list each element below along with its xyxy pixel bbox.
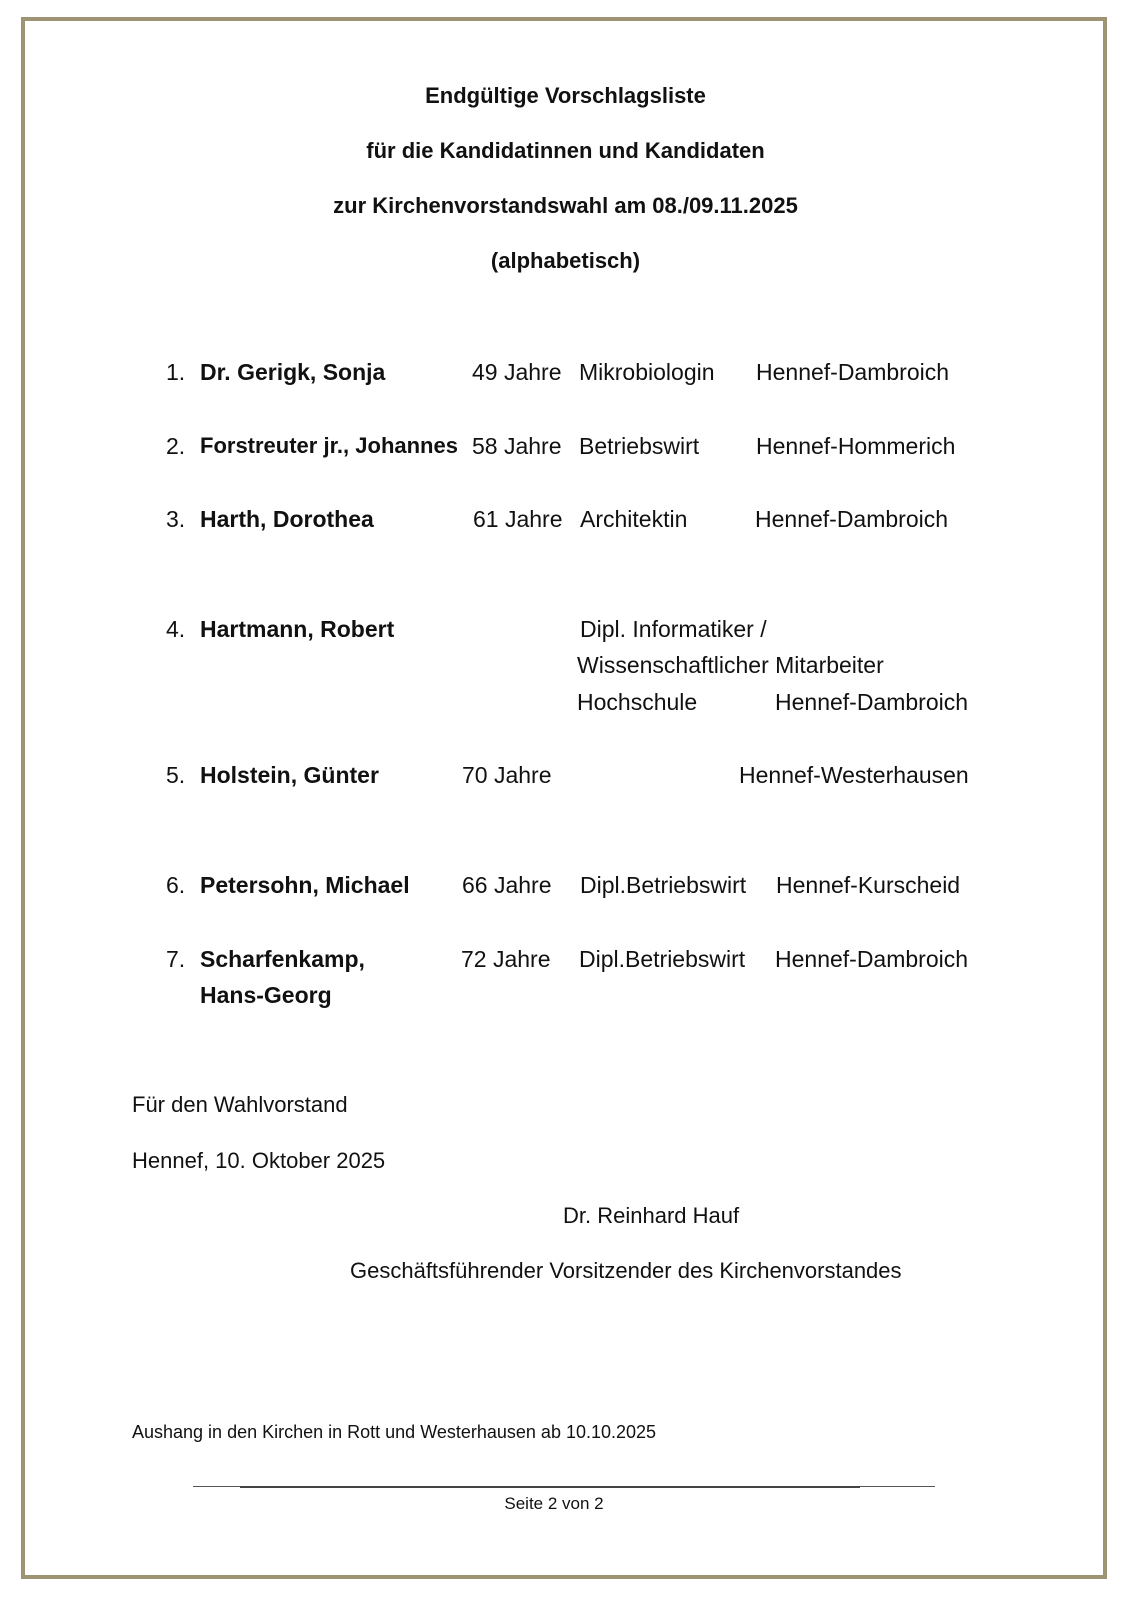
candidate-profession: Dipl.Betriebswirt [579, 946, 746, 972]
candidate-profession: Architektin [580, 506, 688, 532]
candidate-number: 2. [166, 433, 186, 459]
candidate-profession-line-3: Hochschule [577, 689, 698, 715]
candidate-profession: Dipl.Betriebswirt [580, 872, 747, 898]
candidate-location: Hennef-Dambroich [775, 946, 969, 972]
candidate-profession: Betriebswirt [579, 433, 700, 459]
candidate-number: 6. [166, 872, 186, 898]
footer-divider-accent [240, 1486, 860, 1488]
signoff-for: Für den Wahlvorstand [132, 1092, 348, 1117]
candidate-age: 61 Jahre [473, 506, 563, 532]
candidate-name: Harth, Dorothea [200, 506, 374, 532]
title-line-2: für die Kandidatinnen und Kandidaten [366, 138, 765, 163]
candidate-age: 72 Jahre [461, 946, 551, 972]
candidate-location: Hennef-Dambroich [775, 689, 969, 715]
candidate-age: 49 Jahre [472, 359, 562, 385]
signer-name: Dr. Reinhard Hauf [563, 1203, 740, 1228]
page-number: Seite 2 von 2 [504, 1494, 604, 1513]
candidate-name-line-1: Scharfenkamp, [200, 946, 365, 972]
candidate-name: Dr. Gerigk, Sonja [200, 359, 386, 385]
candidate-name: Holstein, Günter [200, 762, 379, 788]
notice-text: Aushang in den Kirchen in Rott und Westerhausen ab 10.10.2025 [132, 1422, 657, 1442]
candidate-number: 5. [166, 762, 186, 788]
signoff-place-date: Hennef, 10. Oktober 2025 [132, 1148, 386, 1173]
signer-role: Geschäftsführender Vorsitzender des Kirchenvorstandes [350, 1258, 902, 1283]
title-line-3: zur Kirchenvorstandswahl am 08./09.11.2025 [333, 193, 798, 218]
candidate-number: 7. [166, 946, 186, 972]
candidate-number: 3. [166, 506, 186, 532]
candidate-profession: Mikrobiologin [579, 359, 715, 385]
candidate-location: Hennef-Dambroich [755, 506, 949, 532]
candidate-location: Hennef-Hommerich [756, 433, 956, 459]
candidate-age: 70 Jahre [462, 762, 552, 788]
candidate-age: 66 Jahre [462, 872, 552, 898]
candidate-location: Hennef-Kurscheid [776, 872, 961, 898]
title-line-1: Endgültige Vorschlagsliste [425, 83, 706, 108]
candidate-name: Forstreuter jr., Johannes [200, 433, 458, 458]
candidate-name-line-2: Hans-Georg [200, 982, 332, 1008]
title-line-4: (alphabetisch) [490, 248, 641, 273]
candidate-location: Hennef-Dambroich [756, 359, 950, 385]
candidate-name: Petersohn, Michael [200, 872, 410, 898]
candidate-number: 4. [166, 616, 186, 642]
candidate-profession-line-2: Wissenschaftlicher Mitarbeiter [577, 652, 884, 678]
candidate-number: 1. [166, 359, 186, 385]
candidate-name: Hartmann, Robert [200, 616, 395, 642]
candidate-profession-line-1: Dipl. Informatiker / [580, 616, 767, 642]
candidate-age: 58 Jahre [472, 433, 562, 459]
candidate-location: Hennef-Westerhausen [739, 762, 969, 788]
